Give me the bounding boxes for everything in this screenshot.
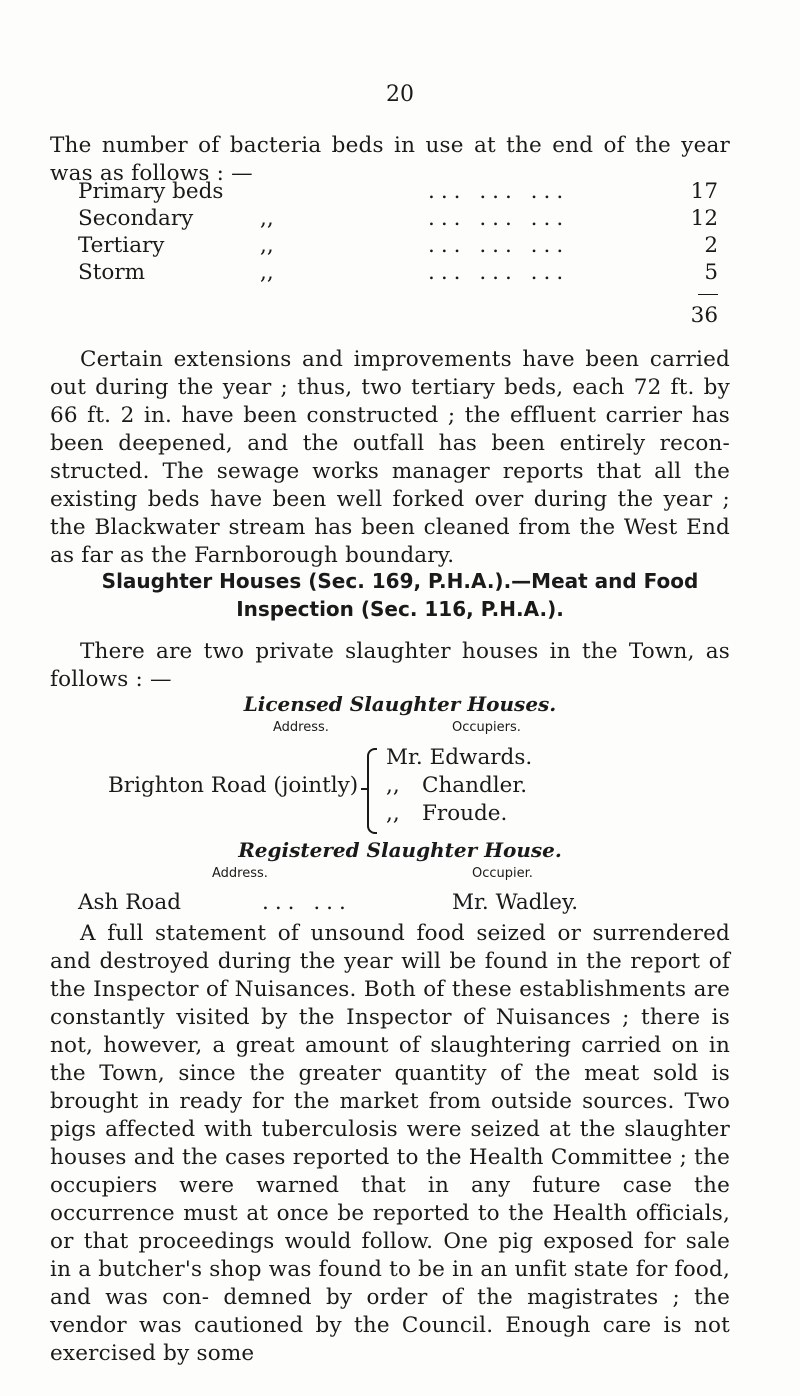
bed-row-secondary [78, 205, 718, 232]
closing-paragraph: A full statement of unsound food seized or surrendered and destroyed during the year will be found in the report of the Inspector of Nuisances. Both of these establishments are constantly visited by the Inspector of Nuisances ; there is not, however, a great amount of slaughtering carried on in the Town, since the greater quantity of the meat sold is brought in ready for the market from outside sources. Two pigs affected with tuberculosis were seized at the slaughter houses and the cases reported to the Health Committee ; the occupiers were warned that in any future case the occurrence must at once be reported to the Health officials, or that proceedings would follow. One pig exposed for sale in a butcher's shop was found to be in an unfit state for food, and was con- demned by order of the magistrates ; the vendor was cautioned by the Council. Enough care is not exercised by some [50, 921, 730, 1366]
total-rule [698, 294, 718, 295]
bed-row-tertiary [78, 232, 718, 259]
bed-row-primary [78, 178, 718, 205]
bed-total-row [78, 302, 718, 329]
bacteria-beds-table [78, 178, 718, 329]
leader-dots: ... ... ... [428, 206, 570, 231]
leader-dots: ... ... ... [428, 260, 570, 285]
brace [367, 748, 377, 834]
bed-value: 5 [704, 260, 718, 285]
bed-ditto: ,, [260, 260, 274, 285]
registered-address: Ash Road [78, 890, 181, 915]
bed-ditto: ,, [260, 206, 274, 231]
brace-point [361, 788, 367, 790]
registered-occupier-label: Occupier. [472, 866, 533, 881]
bed-name: Primary beds [78, 179, 224, 204]
section-heading-continued: Inspection (Sec. 116, P.H.A.). [236, 597, 564, 621]
registered-address-label: Address. [212, 866, 268, 881]
licensed-heading: Licensed Slaughter Houses. [243, 692, 557, 716]
slaughter-intro-paragraph: There are two private slaughter houses in the Town, as follows : — [50, 639, 730, 692]
bed-name: Secondary [78, 206, 194, 231]
page-number: 20 [386, 82, 414, 107]
licensed-occupiers-label: Occupiers. [452, 720, 521, 735]
leader-dots: ... ... ... [428, 179, 570, 204]
occupier-chandler: Chandler. [422, 773, 528, 798]
intro-paragraph: The number of bacteria beds in use at the end of the year was as follows : — [50, 133, 730, 186]
bed-name: Storm [78, 260, 145, 285]
licensed-address-label: Address. [273, 720, 329, 735]
bed-row-storm [78, 259, 718, 286]
licensed-address: Brighton Road (jointly) [108, 773, 359, 798]
bed-ditto: ,, [260, 233, 274, 258]
registered-heading: Registered Slaughter House. [238, 838, 562, 862]
bed-name: Tertiary [78, 233, 165, 258]
bed-value: 2 [704, 233, 718, 258]
occupier-froude: Froude. [422, 801, 508, 826]
occupier-edwards: Mr. Edwards. [386, 745, 533, 770]
extensions-paragraph: Certain extensions and improvements have been carried out during the year ; thus, two tertiary beds, each 72 ft. by 66 ft. 2 in. have been constructed ; the effluent carrier has been deepened, and the outfall has been entirely recon- structed. The sewage works manager reports that all the existing beds have been well forked over during the year ; the Blackwater stream has been cleaned from the West End as far as the Farnborough boundary. [50, 347, 730, 568]
registered-occupier: Mr. Wadley. [452, 890, 579, 915]
ditto-mark: ,, [386, 801, 400, 826]
bed-value: 12 [690, 206, 718, 231]
leader-dots: ... ... ... [428, 233, 570, 258]
bed-value: 17 [690, 179, 718, 204]
bed-total: 36 [690, 303, 718, 328]
leader-dots: ... ... [262, 890, 352, 915]
section-heading: Slaughter Houses (Sec. 169, P.H.A.).—Meat and Food [101, 569, 699, 593]
ditto-mark: ,, [386, 773, 400, 798]
